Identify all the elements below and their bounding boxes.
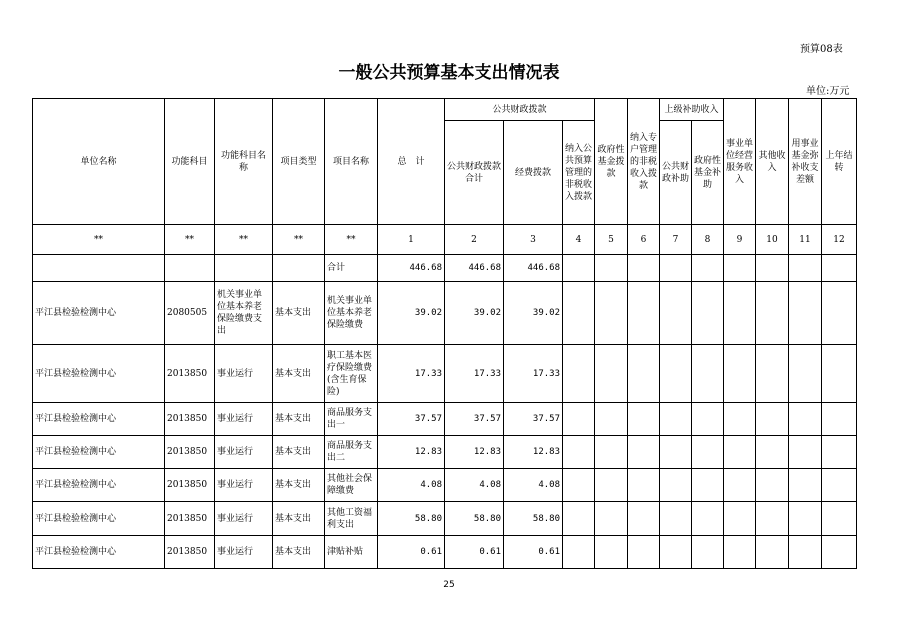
row-func-name: 事业运行 — [215, 502, 273, 536]
total-pf-subtotal: 446.68 — [445, 255, 504, 282]
row-unit: 平江县检验检测中心 — [33, 345, 165, 403]
row-type: 基本支出 — [273, 345, 325, 403]
code-cell: 9 — [724, 225, 756, 255]
code-cell: 3 — [504, 225, 563, 255]
code-row — [33, 225, 857, 255]
code-cell: ** — [325, 225, 378, 255]
row-type: 基本支出 — [273, 469, 325, 502]
header-biz-income: 事业单位经营服务收入 — [724, 99, 756, 225]
code-cell: ** — [273, 225, 325, 255]
header-pf-subtotal: 公共财政拨款合计 — [445, 121, 504, 225]
header-other-income: 其他收入 — [756, 99, 789, 225]
row-total: 4.08 — [378, 469, 445, 502]
budget-table — [32, 98, 857, 569]
code-cell: 12 — [822, 225, 857, 255]
row-type: 基本支出 — [273, 536, 325, 569]
header-biz-fund-cover: 用事业基金弥补收支差额 — [789, 99, 822, 225]
row-code: 2013850 — [165, 345, 215, 403]
header-item-name: 项目名称 — [325, 99, 378, 225]
row-funds: 0.61 — [504, 536, 563, 569]
row-func-name: 事业运行 — [215, 469, 273, 502]
row-subtotal: 39.02 — [445, 282, 504, 345]
row-item: 津贴补贴 — [325, 536, 378, 569]
header-func-code: 功能科目 — [165, 99, 215, 225]
row-subtotal: 4.08 — [445, 469, 504, 502]
row-item: 商品服务支出二 — [325, 436, 378, 469]
row-total: 39.02 — [378, 282, 445, 345]
row-type: 基本支出 — [273, 502, 325, 536]
row-total: 12.83 — [378, 436, 445, 469]
row-type: 基本支出 — [273, 436, 325, 469]
table-row — [33, 436, 857, 469]
header-total: 总 计 — [378, 99, 445, 225]
row-unit: 平江县检验检测中心 — [33, 469, 165, 502]
code-cell: 7 — [660, 225, 692, 255]
header-sup-fund: 政府性基金补助 — [692, 121, 724, 225]
code-cell: 4 — [563, 225, 595, 255]
header-carryover: 上年结转 — [822, 99, 857, 225]
code-cell: ** — [215, 225, 273, 255]
code-cell: 6 — [628, 225, 660, 255]
page-number: 25 — [443, 580, 455, 590]
header-item-type: 项目类型 — [273, 99, 325, 225]
header-public-finance: 公共财政拨款 — [445, 99, 595, 121]
table-row — [33, 345, 857, 403]
row-total: 37.57 — [378, 403, 445, 436]
header-pf-funds: 经费拨款 — [504, 121, 563, 225]
row-code: 2013850 — [165, 469, 215, 502]
row-total: 17.33 — [378, 345, 445, 403]
code-cell: ** — [33, 225, 165, 255]
row-unit: 平江县检验检测中心 — [33, 403, 165, 436]
row-funds: 58.80 — [504, 502, 563, 536]
total-pf-funds: 446.68 — [504, 255, 563, 282]
code-cell: 10 — [756, 225, 789, 255]
total-row — [33, 255, 857, 282]
form-code: 预算08表 — [800, 44, 843, 55]
row-unit: 平江县检验检测中心 — [33, 502, 165, 536]
row-func-name: 事业运行 — [215, 345, 273, 403]
code-cell: 1 — [378, 225, 445, 255]
row-subtotal: 0.61 — [445, 536, 504, 569]
row-item: 职工基本医疗保险缴费(含生育保险) — [325, 345, 378, 403]
page-title: 一般公共预算基本支出情况表 — [338, 63, 560, 83]
code-cell: 11 — [789, 225, 822, 255]
row-item: 其他工资福利支出 — [325, 502, 378, 536]
header-sup-public: 公共财政补助 — [660, 121, 692, 225]
row-type: 基本支出 — [273, 403, 325, 436]
row-code: 2013850 — [165, 536, 215, 569]
row-code: 2013850 — [165, 502, 215, 536]
total-value: 446.68 — [378, 255, 445, 282]
code-cell: 2 — [445, 225, 504, 255]
row-code: 2080505 — [165, 282, 215, 345]
row-item: 商品服务支出一 — [325, 403, 378, 436]
row-funds: 37.57 — [504, 403, 563, 436]
row-total: 0.61 — [378, 536, 445, 569]
header-special-nontax: 纳入专户管理的非税收入拨款 — [628, 99, 660, 225]
row-funds: 39.02 — [504, 282, 563, 345]
row-funds: 4.08 — [504, 469, 563, 502]
row-subtotal: 58.80 — [445, 502, 504, 536]
header-gov-fund: 政府性基金拨款 — [595, 99, 628, 225]
header-superior-subsidy: 上级补助收入 — [660, 99, 724, 121]
row-func-name: 事业运行 — [215, 436, 273, 469]
table-row — [33, 536, 857, 569]
row-subtotal: 17.33 — [445, 345, 504, 403]
row-item: 机关事业单位基本养老保险缴费 — [325, 282, 378, 345]
unit-label: 单位:万元 — [806, 86, 850, 97]
row-subtotal: 12.83 — [445, 436, 504, 469]
row-code: 2013850 — [165, 403, 215, 436]
row-code: 2013850 — [165, 436, 215, 469]
row-func-name: 事业运行 — [215, 403, 273, 436]
table-row — [33, 282, 857, 345]
row-unit: 平江县检验检测中心 — [33, 282, 165, 345]
header-func-name: 功能科目名称 — [215, 99, 273, 225]
header-unit-name: 单位名称 — [33, 99, 165, 225]
row-subtotal: 37.57 — [445, 403, 504, 436]
table-row — [33, 403, 857, 436]
row-func-name: 事业运行 — [215, 536, 273, 569]
header-pf-nontax: 纳入公共预算管理的非税收入拨款 — [563, 121, 595, 225]
row-item: 其他社会保障缴费 — [325, 469, 378, 502]
code-cell: ** — [165, 225, 215, 255]
row-type: 基本支出 — [273, 282, 325, 345]
table-row — [33, 502, 857, 536]
row-unit: 平江县检验检测中心 — [33, 536, 165, 569]
row-unit: 平江县检验检测中心 — [33, 436, 165, 469]
row-funds: 12.83 — [504, 436, 563, 469]
table-row — [33, 469, 857, 502]
code-cell: 8 — [692, 225, 724, 255]
row-total: 58.80 — [378, 502, 445, 536]
row-func-name: 机关事业单位基本养老保险缴费支出 — [215, 282, 273, 345]
row-funds: 17.33 — [504, 345, 563, 403]
total-label: 合计 — [325, 255, 378, 282]
code-cell: 5 — [595, 225, 628, 255]
